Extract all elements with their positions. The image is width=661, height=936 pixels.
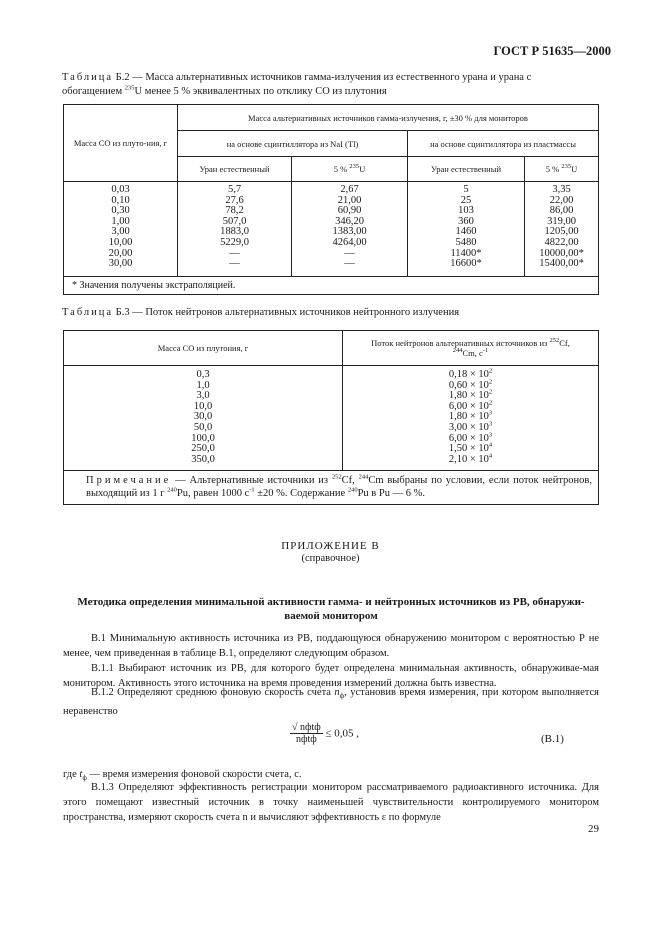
table-cell: 1383,00 (332, 226, 367, 238)
table-cell: 15400,00* (539, 258, 584, 270)
table-b3-note: Примечание — Альтернативные источники из $^{252}$Cf, $^{244}$Cm выбраны по условии, если поток нейтронов, выходящий из 1 г $^{240}$Pu, равен 1000 $с^{-1} \pm 20$ %. Содержание $^{240}$Pu в Pu — 6 %. (64, 471, 599, 505)
table-b2-col-1 (178, 182, 292, 277)
table-cell: 103 (458, 205, 474, 217)
table-cell: 60,90 (337, 205, 362, 217)
appendix-heading: Методика определения минимальной активности гамма- и нейтронных источников из РВ, обнаружи-ваемой монитором (77, 596, 585, 622)
appendix-title: ПРИЛОЖЕНИЕ В (281, 540, 380, 552)
table-b2-h-5pct2: 5 % $^{235}$U (525, 157, 599, 182)
table-cell: 360 (458, 215, 474, 227)
formula-denominator: nфtф (295, 734, 317, 745)
table-cell: — (229, 247, 240, 259)
table-cell: 1,0 (196, 379, 210, 391)
table-cell: 0,3 (196, 369, 210, 380)
table-cell: 78,2 (225, 205, 244, 217)
table-b2-caption-label: Таблица (62, 72, 114, 83)
table-cell: 11400* (450, 247, 482, 259)
table-b3-caption (62, 306, 598, 320)
table-b3-note-label: Примечание (86, 475, 172, 486)
table-cell: 507,0 (222, 215, 247, 227)
table-cell: 0,10 (111, 194, 130, 206)
table-b2-col-4 (525, 182, 599, 277)
table-cell: 86,00 (549, 205, 574, 217)
table-cell: 16600* (450, 258, 482, 270)
paragraph-b12: В.1.2 Определяют среднюю фоновую скорость счета $n_ф$, установив время измерения, при котором выполняется неравенство (63, 687, 599, 718)
table-cell: 319,00 (547, 215, 576, 227)
paragraph-b11: В.1.1 Выбирают источник из РВ, для которого будет определена минимальная активность, обнаруживае-мая монитором. Активность этого источника на время проведения измерений должна быть известна. (63, 663, 599, 689)
paragraph-where: где $t_ф$ — время измерения фоновой скорости счета, с. (63, 769, 302, 783)
table-cell: 350,0 (191, 453, 215, 465)
table-cell: 5480 (455, 236, 477, 248)
table-cell: 27,6 (225, 194, 244, 206)
table-cell: $2,10 \times 10^4$ (448, 452, 493, 465)
table-b3-fluxes (343, 366, 599, 471)
table-cell: 10000,00* (539, 247, 584, 259)
table-cell: 4822,00 (544, 236, 579, 248)
table-cell: $0,60 \times 10^2$ (448, 378, 493, 391)
formula-fraction (290, 722, 323, 745)
formula-rhs: ≤ 0,05 , (325, 727, 360, 740)
table-cell: — (229, 258, 240, 270)
table-b2-h-5pct1: 5 % $^{235}$U (292, 157, 408, 182)
standard-header: ГОСТ Р 51635—2000 (493, 44, 611, 58)
table-cell: 21,00 (337, 194, 362, 206)
table-cell: 3,35 (552, 184, 571, 195)
table-b2-caption-line1: Б.2 — Масса альтернативных источников гамма-излучения из естественного урана и урана с (115, 72, 532, 83)
table-b2-caption-line2: обогащением $^{235}$U менее 5 % эквивалентных по отклику СО из плутония (62, 84, 387, 97)
table-cell: — (344, 258, 355, 270)
table-cell: 0,03 (111, 184, 130, 195)
table-cell: 25 (460, 194, 472, 206)
table-cell: — (344, 247, 355, 259)
appendix-subtitle: (справочное) (301, 553, 360, 564)
table-cell: $0,18 \times 10^2$ (448, 367, 493, 380)
formula-b1 (290, 722, 359, 745)
table-b3-col-mass: Масса СО из плутония, г (64, 331, 343, 366)
table-cell: 5 (463, 184, 469, 195)
table-b2-h-nat2: Уран естественный (408, 157, 525, 182)
table-b3-col-flux: Поток нейтронов альтернативных источников из $^{252}$Cf, $^{244}$Cm, $с^{-1}$ (343, 331, 599, 366)
table-b2-sub-nai: на основе сцинтиллятора из NaI (Tl) (178, 131, 408, 157)
table-cell: 10,00 (108, 236, 133, 248)
paragraph-b1: В.1 Минимальную активность источника из РВ, поддающуюся обнаружению монитором с вероятностью Р не менее, чем приведенная в таблице В.1, определяют следующим образом. (63, 633, 599, 659)
table-b2-h-nat1: Уран естественный (178, 157, 292, 182)
table-b2-col-mass: Масса СО из плуто-ния, г (64, 105, 178, 182)
table-b3-caption-label: Таблица (62, 307, 114, 318)
table-cell: 5229,0 (220, 236, 249, 248)
table-cell: 2,67 (340, 184, 359, 195)
table-cell: 50,0 (193, 421, 213, 433)
table-cell: 4264,00 (332, 236, 367, 248)
table-cell: 1460 (455, 226, 477, 238)
table-cell: 10,0 (193, 400, 213, 412)
table-cell: 0,30 (111, 205, 130, 217)
paragraph-b13: В.1.3 Определяют эффективность регистрации монитором рассматриваемого радиоактивного источника. Для этого помещают известный источник в точку наименьшей чувствительности контролируемого монитором пространства, измеряют скорость счета n и вычисляют эффективность ε по формуле (63, 782, 599, 823)
table-cell: $1,80 \times 10^3$ (448, 409, 493, 423)
table-cell: $1,80 \times 10^2$ (448, 388, 493, 402)
table-cell: 22,00 (549, 194, 574, 206)
table-cell: 1883,0 (220, 226, 249, 238)
table-b2-col-3 (408, 182, 525, 277)
table-cell: 3,00 (111, 226, 130, 238)
table-cell: 3,0 (196, 390, 210, 402)
table-cell: 1,00 (111, 215, 130, 227)
table-b2-sub-plastic: на основе сцинтиллятора из пластмассы (408, 131, 599, 157)
table-b2-col-2 (292, 182, 408, 277)
page-number: 29 (588, 823, 599, 835)
table-cell: $1,50 \times 10^4$ (448, 441, 493, 455)
table-b2 (63, 104, 599, 295)
table-b3-caption-text: Б.3 — Поток нейтронов альтернативных источников нейтронного излучения (115, 307, 460, 318)
table-cell: $6,00 \times 10^2$ (448, 399, 493, 412)
table-b2-col-group: Масса альтернативных источников гамма-излучения, г, ±30 % для мониторов (178, 105, 599, 131)
table-cell: 5,7 (227, 184, 242, 195)
table-cell: 20,00 (108, 247, 133, 259)
table-cell: 100,0 (191, 432, 215, 444)
table-b3 (63, 330, 599, 505)
table-cell: 250,0 (191, 443, 215, 455)
table-b2-col-0 (64, 182, 178, 277)
table-cell: 30,0 (193, 411, 213, 423)
table-cell: 346,20 (335, 215, 364, 227)
table-cell: $3,00 \times 10^3$ (448, 420, 493, 433)
table-b3-masses (64, 366, 343, 471)
table-b2-footnote: * Значения получены экстраполяцией. (64, 277, 599, 295)
formula-label: (В.1) (541, 733, 564, 745)
formula-numerator: √ nфtф (292, 722, 321, 733)
table-cell: $6,00 \times 10^3$ (448, 431, 493, 444)
table-b2-caption (62, 71, 598, 99)
table-cell: 1205,00 (544, 226, 579, 238)
table-cell: 30,00 (108, 258, 133, 270)
